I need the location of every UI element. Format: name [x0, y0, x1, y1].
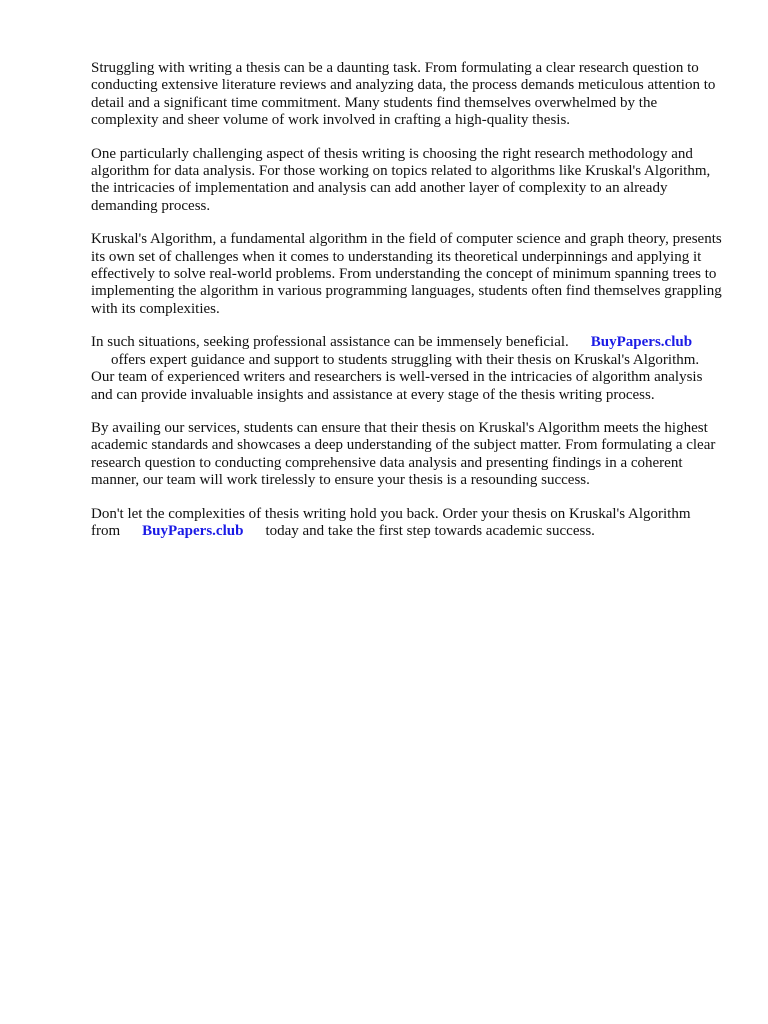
document-body — [91, 60, 723, 556]
paragraph-assistance-rest: offers expert guidance and support to students struggling with their thesis on Kruskal's Algorithm. Our team of experienced writers and researchers is well-versed in the intricacies of algorithm analysis and can provide invaluable insights and assistance at every stage of the thesis writing process. — [91, 351, 703, 403]
paragraph-cta-lead: Don't let the complexities of thesis writing hold you back. Order your thesis on Kruskal's Algorithm from — [91, 505, 691, 539]
paragraph-methodology: One particularly challenging aspect of thesis writing is choosing the right research methodology and algorithm for data analysis. For those working on topics related to algorithms like Kruskal's Algorithm, the intricacies of implementation and analysis can add another layer of complexity to an already demanding process. — [91, 145, 711, 214]
paragraph-intro: Struggling with writing a thesis can be a daunting task. From formulating a clear research question to conducting extensive literature reviews and analyzing data, the process demands meticulous attention to detail and a significant time commitment. Many students find themselves overwhelmed by the complexity and sheer volume of work involved in crafting a high-quality thesis. — [91, 60, 716, 129]
buypapers-link[interactable]: BuyPapers.club — [590, 334, 693, 351]
paragraph-services: By availing our services, students can ensure that their thesis on Kruskal's Algorithm meets the highest academic standards and showcases a deep understanding of the subject matter. From formulating a clear research question to conducting comprehensive data analysis and presenting findings in a coherent manner, our team will work tirelessly to ensure your thesis is a resounding success. — [91, 419, 716, 489]
paragraph-call-to-action — [91, 506, 723, 541]
paragraph-assistance-lead: In such situations, seeking professional assistance can be immensely beneficial. — [91, 334, 569, 351]
paragraph-kruskal: Kruskal's Algorithm, a fundamental algorithm in the field of computer science and graph theory, presents its own set of challenges when it comes to understanding its theoretical underpinnings and applying it effectively to solve real-world problems. From understanding the concept of minimum spanning trees to implementing the algorithm in various programming languages, students often find themselves grappling with its complexities. — [91, 231, 722, 317]
paragraph-assistance — [91, 334, 723, 404]
paragraph-cta-rest: today and take the first step towards academic success. — [265, 522, 595, 539]
buypapers-link-cta[interactable]: BuyPapers.club — [142, 522, 244, 539]
